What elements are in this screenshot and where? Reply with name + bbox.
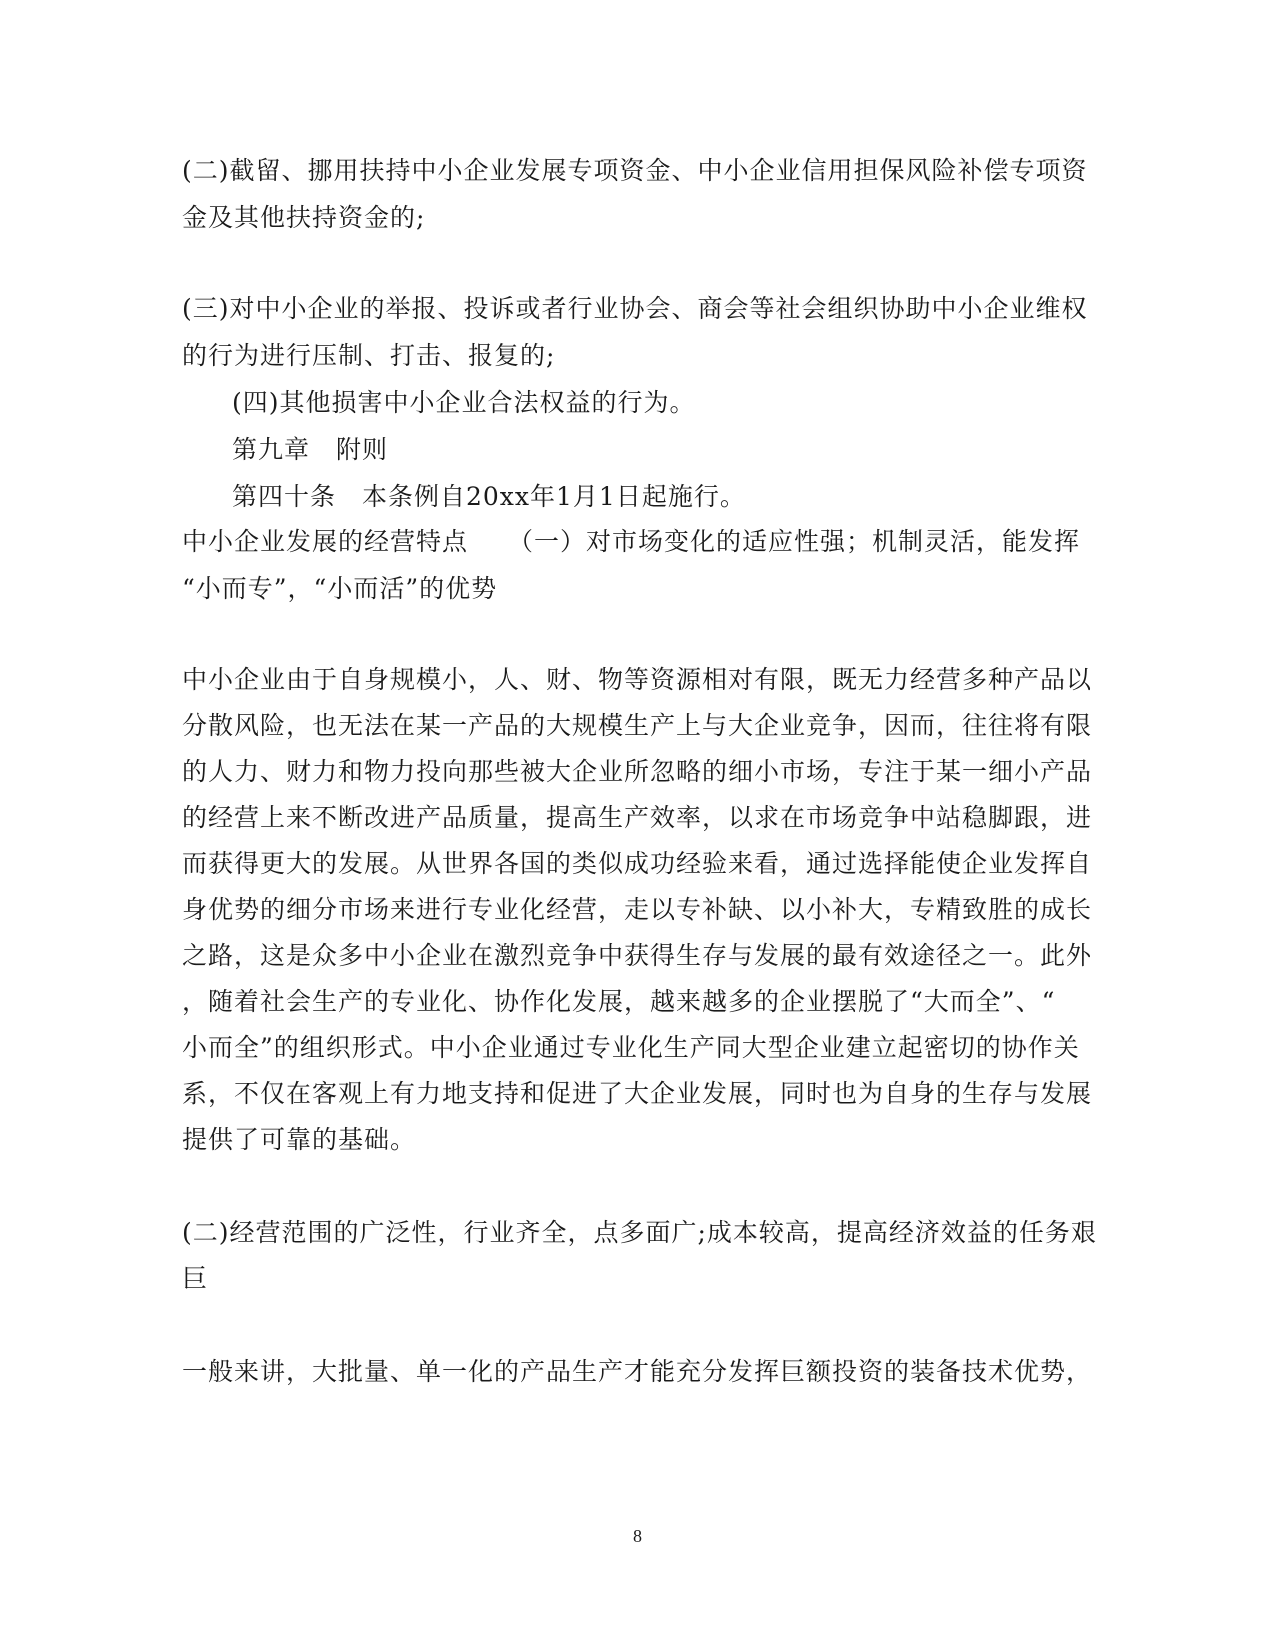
paragraph-line: 小而全”的组织形式。中小企业通过专业化生产同大型企业建立起密切的协作关 (182, 1033, 1080, 1062)
paragraph-line: 金及其他扶持资金的; (182, 203, 426, 232)
section-heading: 中小企业发展的经营特点 (182, 527, 469, 556)
paragraph-line: ，随着社会生产的专业化、协作化发展，越来越多的企业摆脱了“大而全”、“ (182, 987, 1056, 1016)
paragraph-line: 巨 (182, 1264, 209, 1293)
paragraph-line: (二)经营范围的广泛性，行业齐全，点多面广;成本较高，提高经济效益的任务艰 (182, 1218, 1097, 1247)
paragraph-line: 中小企业由于自身规模小，人、财、物等资源相对有限，既无力经营多种产品以 (182, 665, 1093, 694)
chapter-heading: 第九章 附则 (232, 435, 389, 464)
paragraph-line: 身优势的细分市场来进行专业化经营，走以专补缺、以小补大，专精致胜的成长 (182, 895, 1093, 924)
paragraph-line: 的人力、财力和物力投向那些被大企业所忽略的细小市场，专注于某一细小产品 (182, 757, 1093, 786)
paragraph-line: 系，不仅在客观上有力地支持和促进了大企业发展，同时也为自身的生存与发展 (182, 1079, 1093, 1108)
paragraph-line: 一般来讲，大批量、单一化的产品生产才能充分发挥巨额投资的装备技术优势， (182, 1357, 1093, 1386)
paragraph-line: 分散风险，也无法在某一产品的大规模生产上与大企业竞争，因而，往往将有限 (182, 711, 1093, 740)
article-line: 第四十条 本条例自20xx年1月1日起施行。 (232, 482, 746, 511)
paragraph-line: 之路，这是众多中小企业在激烈竞争中获得生存与发展的最有效途径之一。此外 (182, 941, 1093, 970)
paragraph-line: 的行为进行压制、打击、报复的; (182, 341, 556, 370)
section-heading-line (182, 527, 1080, 557)
page-number: 8 (633, 1526, 642, 1546)
paragraph-line: 而获得更大的发展。从世界各国的类似成功经验来看，通过选择能使企业发挥自 (182, 849, 1093, 878)
paragraph-line: (四)其他损害中小企业合法权益的行为。 (232, 388, 696, 417)
paragraph-line: 的经营上来不断改进产品质量，提高生产效率，以求在市场竞争中站稳脚跟，进 (182, 803, 1093, 832)
section-subheading: （一）对市场变化的适应性强；机制灵活，能发挥 (508, 527, 1081, 556)
paragraph-line: (三)对中小企业的举报、投诉或者行业协会、商会等社会组织协助中小企业维权 (182, 294, 1088, 323)
paragraph-line: 提供了可靠的基础。 (182, 1125, 417, 1154)
paragraph-line: “小而专”，“小而活”的优势 (182, 574, 498, 603)
paragraph-line: (二)截留、挪用扶持中小企业发展专项资金、中小企业信用担保风险补偿专项资 (182, 156, 1088, 185)
